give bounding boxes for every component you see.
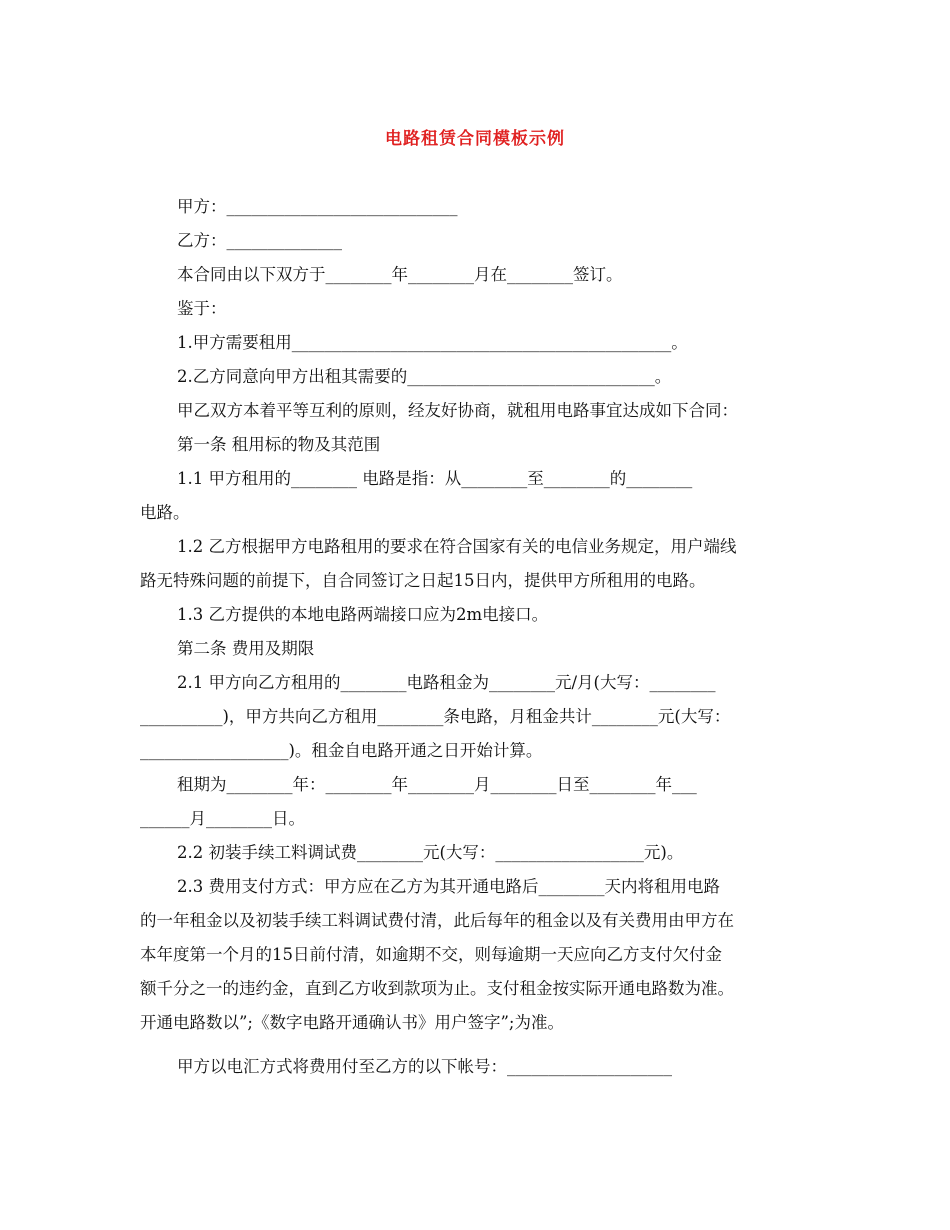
lease-term-cont: ______月________日。	[140, 809, 305, 828]
article-1-heading: 第一条 租用标的物及其范围	[177, 435, 381, 454]
party-a-line: 甲方：____________________________	[177, 197, 458, 216]
article-2-heading: 第二条 费用及期限	[177, 639, 315, 658]
party-b-line: 乙方：______________	[177, 231, 342, 250]
clause-2-2: 2.2 初装手续工料调试费________元(大写：__________________元)。	[177, 843, 684, 862]
document-title: 电路租赁合同模板示例	[385, 129, 565, 149]
clause-1-1-cont: 电路。	[140, 503, 190, 522]
recital-1: 1.甲方需要租用______________________________________________。	[177, 333, 688, 352]
clause-2-3-cont-1: 的一年租金以及初装手续工料调试费付清，此后每年的租金以及有关费用由甲方在	[140, 911, 734, 930]
clause-1-3: 1.3 乙方提供的本地电路两端接口应为2m电接口。	[177, 605, 549, 624]
payment-account-line: 甲方以电汇方式将费用付至乙方的以下帐号：____________________	[177, 1057, 672, 1076]
clause-2-1-cont-2: __________________)。租金自电路开通之日开始计算。	[140, 741, 543, 760]
signing-date-line: 本合同由以下双方于________年________月在________签订。	[177, 265, 623, 284]
clause-2-3-cont-3: 额千分之一的违约金，直到乙方收到款项为止。支付租金按实际开通电路数为准。	[140, 979, 734, 998]
clause-1-2: 1.2 乙方根据甲方电路租用的要求在符合国家有关的电信业务规定，用户端线	[177, 537, 737, 556]
clause-2-3-cont-4: 开通电路数以”;《数字电路开通确认书》用户签字”;为准。	[140, 1013, 564, 1032]
agreement-statement: 甲乙双方本着平等互利的原则，经友好协商，就租用电路事宜达成如下合同：	[177, 401, 738, 420]
clause-1-2-cont: 路无特殊问题的前提下，自合同签订之日起15日内，提供甲方所租用的电路。	[140, 571, 706, 590]
clause-2-3-cont-2: 本年度第一个月的15日前付清，如逾期不交，则每逾期一天应向乙方支付欠付金	[140, 945, 722, 964]
clause-2-1-cont-1: __________)，甲方共向乙方租用________条电路，月租金共计________元(大写：	[140, 707, 731, 726]
whereas-heading: 鉴于：	[177, 299, 227, 318]
clause-2-1: 2.1 甲方向乙方租用的________电路租金为________元/月(大写：________	[177, 673, 716, 692]
recital-2: 2.乙方同意向甲方出租其需要的______________________________。	[177, 367, 672, 386]
clause-2-3: 2.3 费用支付方式：甲方应在乙方为其开通电路后________天内将租用电路	[177, 877, 720, 896]
clause-1-1: 1.1 甲方租用的________ 电路是指：从________至________的________	[177, 469, 693, 488]
lease-term-line: 租期为________年：________年________月________日至________年___	[177, 775, 697, 794]
